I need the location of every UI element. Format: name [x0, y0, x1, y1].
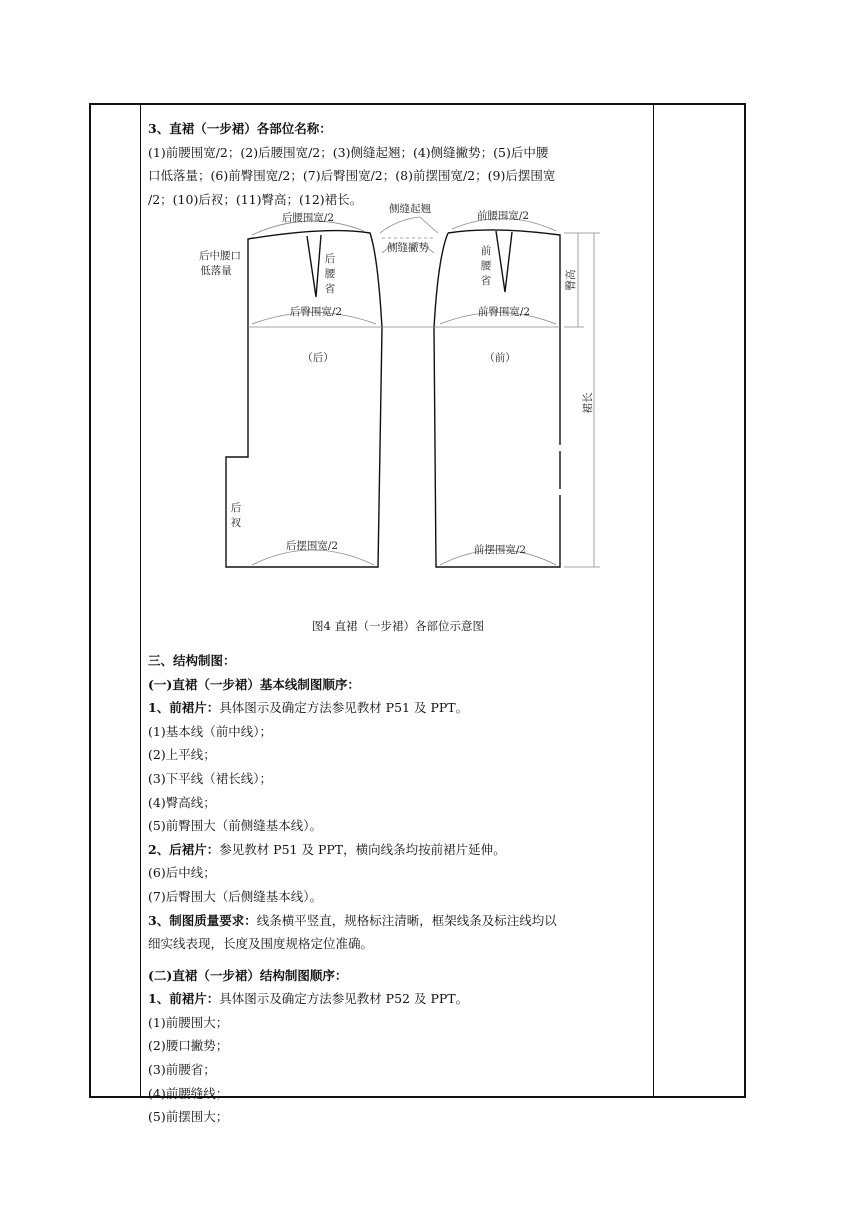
- back-piece-outline: [226, 231, 382, 567]
- list-item: (4)前腰缝线；: [148, 1085, 229, 1101]
- structure-heading: 三、结构制图：: [148, 652, 236, 668]
- back-dart-label-2: 腰: [324, 268, 336, 281]
- skirt-diagram-svg: [148, 203, 648, 615]
- back-dart-label-1: 后: [324, 253, 336, 266]
- section-title: 3、直裙（一步裙）各部位名称：: [148, 121, 332, 136]
- back-piece-line: 2、后裙片：参见教材 P51 及 PPT，横向线条均按前裙片延伸。: [148, 841, 506, 857]
- back-waist-label: 后腰围宽/2: [281, 212, 335, 225]
- list-item: (3)下平线（裙长线）；: [148, 770, 272, 786]
- front-piece-outline: [434, 230, 560, 567]
- front-piece-line-2: 1、前裙片：具体图示及确定方法参见教材 P52 及 PPT。: [148, 991, 469, 1007]
- front-piece-line: 1、前裙片：具体图示及确定方法参见教材 P51 及 PPT。: [148, 700, 469, 716]
- list-item: (1)前腰围大；: [148, 1014, 229, 1030]
- vent-label-1: 后: [230, 502, 242, 515]
- front-dart-label-1: 前: [480, 245, 492, 258]
- list-item: (2)腰口撇势；: [148, 1038, 229, 1054]
- cf-drop-label-1: 后中腰口: [199, 250, 241, 263]
- front-label: （前）: [484, 352, 516, 365]
- side-rise-label: 侧缝起翘: [389, 203, 431, 216]
- list-item: (4)臀高线；: [148, 794, 216, 810]
- column-divider-right: [653, 103, 654, 1098]
- list-item: (6)后中线；: [148, 865, 216, 881]
- skirt-length-label: 裙长: [582, 392, 594, 414]
- quality-line: 3、制图质量要求：线条横平竖直，规格标注清晰，框架线条及标注线均以: [148, 912, 557, 928]
- list-item: (5)前臀围大（前侧缝基本线）。: [148, 818, 322, 834]
- parts-line-1: (1)前腰围宽/2；(2)后腰围宽/2；(3)侧缝起翘；(4)侧缝撇势；(5)后中腰: [148, 144, 549, 160]
- cf-drop-label-2: 低落量: [200, 265, 232, 278]
- front-hem-label: 前摆围宽/2: [473, 544, 527, 557]
- front-waist-label: 前腰围宽/2: [476, 210, 530, 223]
- side-slant-label: 侧缝撇势: [387, 242, 429, 255]
- back-label: （后）: [302, 352, 334, 365]
- front-dart-label-3: 省: [480, 275, 492, 288]
- list-item: (5)前摆围大；: [148, 1109, 229, 1125]
- quality-line-2: 细实线表现，长度及围度规格定位准确。: [148, 936, 374, 952]
- list-item: (7)后臀围大（后侧缝基本线）。: [148, 888, 322, 904]
- figure-caption: 图4 直裙（一步裙）各部位示意图: [312, 619, 484, 634]
- hip-height-label: 臀高: [565, 269, 577, 291]
- list-item: (2)上平线；: [148, 747, 216, 763]
- back-hem-label: 后摆围宽/2: [285, 540, 339, 553]
- list-item: (3)前腰省；: [148, 1062, 216, 1078]
- column-divider-left: [140, 103, 141, 1098]
- front-dart-label-2: 腰: [480, 260, 492, 273]
- parts-line-3: /2；(10)后衩；(11)臀高；(12)裙长。: [148, 191, 363, 207]
- back-hip-label: 后臀围宽/2: [289, 306, 343, 319]
- basic-lines-title: (一)直裙（一步裙）基本线制图顺序：: [148, 676, 360, 692]
- parts-line-2: 口低落量；(6)前臀围宽/2；(7)后臀围宽/2；(8)前摆围宽/2；(9)后摆围宽: [148, 168, 556, 184]
- front-dart: [496, 231, 512, 292]
- front-hip-label: 前臀围宽/2: [477, 306, 531, 319]
- vent-label-2: 衩: [230, 517, 242, 530]
- skirt-diagram: [148, 203, 648, 615]
- structure-order-title: (二)直裙（一步裙）结构制图顺序：: [148, 967, 348, 983]
- back-dart-label-3: 省: [324, 283, 336, 296]
- back-dart: [307, 235, 321, 297]
- list-item: (1)基本线（前中线）；: [148, 723, 272, 739]
- cell-content: [148, 117, 648, 1129]
- back-hem-arc: [252, 550, 374, 565]
